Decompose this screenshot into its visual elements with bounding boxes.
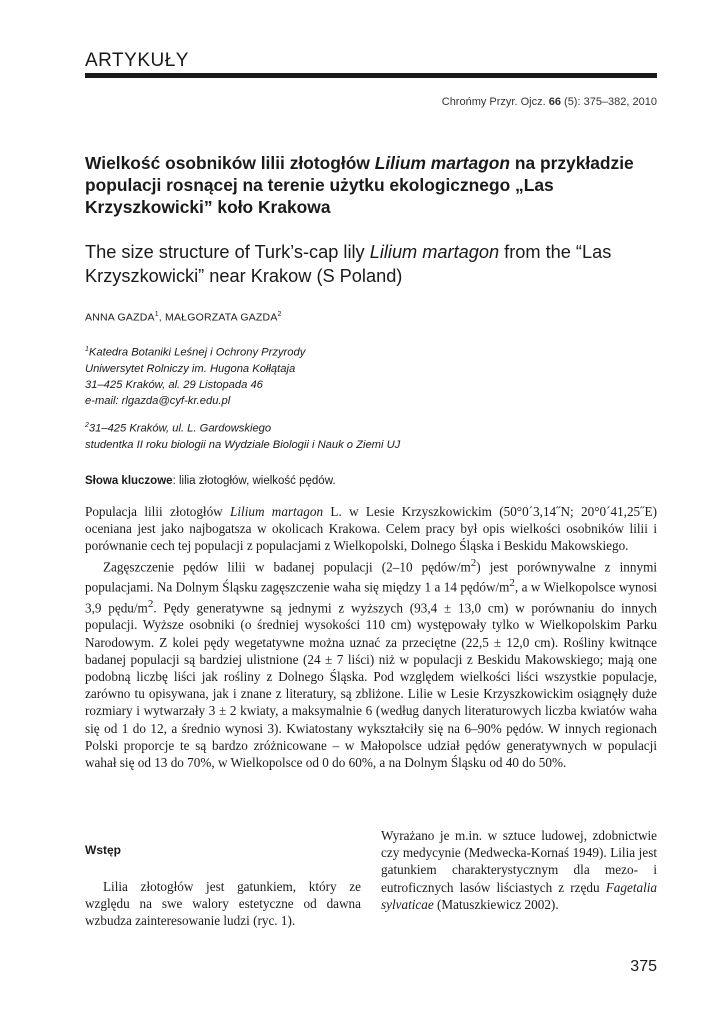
affiliation-1: $^1$Katedra Botaniki Leśnej i Ochrony Przyrody Uniwersytet Rolniczy im. Hugona Kołłątaja 31–425 Kraków, al. 29 Listopada 46 e-mail: rlgazda@cyf-kr.edu.pl [85,346,306,407]
abstract-paragraph-1: Populacja lilii złotogłów Lilium martagon L. w Lesie Krzyszkowickim (50°0´3,14˝N; 20°0´41,25˝E) oceniana jest jako najbogatsza w okolicach Krakowa. Celem pracy był opis wielkości osobników lilii i porównanie cech tej populacji z populacjami z Wielkopolski, Dolnego Śląska i Beskidu Makowskiego. [85,504,657,554]
intro-left-column [85,843,361,930]
intro-right-column [381,827,657,913]
keywords: Słowa kluczowe: lilia złotogłów, wielkość pędów. [85,475,336,487]
author-email: e-mail: rlgazda@cyf-kr.edu.pl [85,394,231,407]
intro-left-text: Lilia złotogłów jest gatunkiem, który ze względu na swe walory estetyczne od dawna wzbudza zainteresowanie ludzi (ryc. 1). [85,879,361,929]
header-rule [85,73,657,78]
affiliation-2: $^2$31–425 Kraków, ul. L. Gardowskiego studentka II roku biologii na Wydziale Biologii i Nauk o Ziemi UJ [85,422,401,451]
section-label: ARTYKUŁY [85,50,189,71]
intro-heading: Wstęp [85,843,121,857]
title-polish: Wielkość osobników lilii złotogłów Lilium martagon na przykładzie populacji rosnącej na terenie użytku ekologicznego „Las Krzyszkowicki” koło Krakowa [85,153,634,217]
authors: ANNA GAZDA$^1$, MAŁGORZATA GAZDA$^2$ [85,311,282,324]
abstract-paragraph-2: Zagęszczenie pędów lilii w badanej populacji (2–10 pędów/$m^2$) jest porównywalne z innymi populacjami. Na Dolnym Śląsku zagęszczenie waha się między 1 a 14 pędów/$m^2$, a w Wielkopolsce wynosi 3,9 pędu/$m^2$. Pędy generatywne są jednymi z wyższych (93,4 ± 13,0 cm) w porównaniu do innych populacji. Wyższe osobniki (o średniej wysokości 110 cm) występowały tylko w Wielkopolskim Parku Narodowym. Z kolei pędy wegetatywne można uznać za przeciętne (22,5 ± 12,0 cm). Rośliny kwitnące badanej populacji są bardziej ulistnione (24 ± 7 liści) niż w populacji z Beskidu Makowskiego; mają one podobną liczbę liści jak rośliny z Dolnego Śląska. Pod względem wielkości liści wszystkie populacje, zarówno tu opisywana, jak i znane z literatury, są zbliżone. Lilie w Lesie Krzyszkowickim osiągnęły duże rozmiary i wytwarzały 3 ± 2 kwiaty, a maksymalnie 6 (według danych literaturowych liczba kwiatów waha się od 1 do 12, a średnio wynosi 3). Kwiatostany wykształciły się na 6–90% pędów. W innych regionach Polski proporcje te są bardzo zróżnicowane – w Małopolsce udział pędów generatywnych w populacji wahał się od 13 do 70%, w Wielkopolsce od 0 do 60%, a na Dolnym Śląsku od 40 do 50%. [85,556,658,771]
intro-right-text: Wyrażano je m.in. w sztuce ludowej, zdobnictwie czy medycynie (Medwecka-Kornaś 1949). Lilia jest gatunkiem charakterystycznym dla mezo- i eutroficznych lasów liściastych z rzędu Fagetalia sylvaticae (Matuszkiewicz 2002). [381,828,657,912]
abstract [85,503,657,771]
title-english: The size structure of Turk’s-cap lily Lilium martagon from the “Las Krzyszkowicki” near Krakow (S Poland) [85,242,612,286]
journal-citation: Chrońmy Przyr. Ojcz. 66 (5): 375–382, 2010 [441,96,657,108]
page-number: 375 [630,958,657,975]
